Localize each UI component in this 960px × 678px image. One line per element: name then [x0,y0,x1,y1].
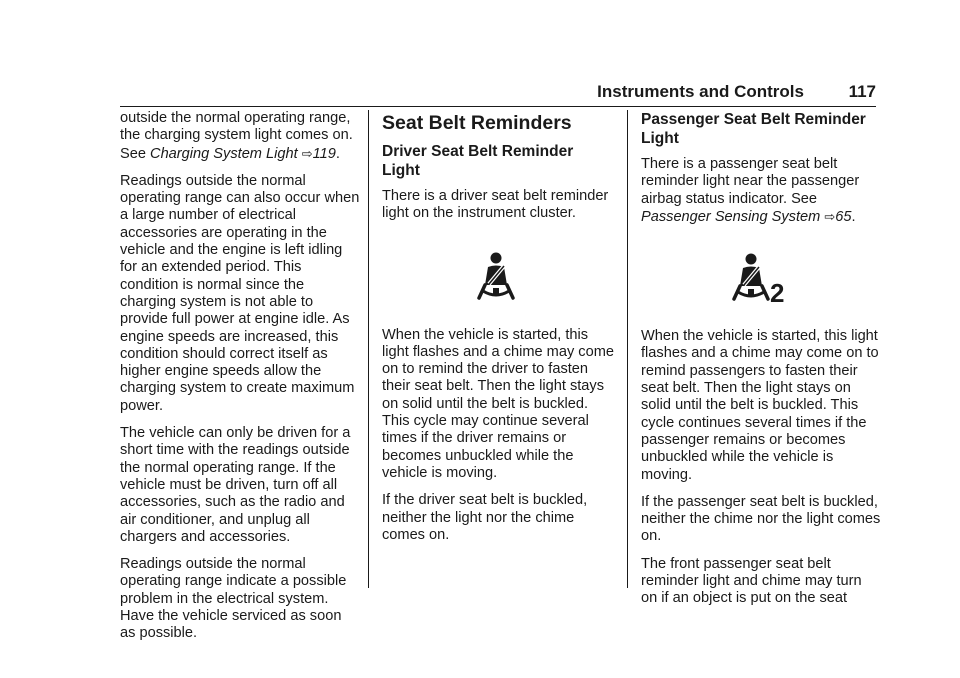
link-passenger-sensing-system[interactable]: Passenger Sensing System [641,208,821,225]
period: . [851,208,856,225]
header-rule [120,106,876,107]
paragraph-passenger-light-location [641,156,881,226]
passenger-seatbelt-reminder-icon [641,252,881,304]
paragraph-text: There is a passenger seat belt reminder light near the passenger airbag status indicator. See [641,156,860,207]
paragraph-driver-chime: When the vehicle is started, this light flashes and a chime may come on to remind the driver to fasten their seat belt. Then the light stays on solid until the belt is buckled. This cycle may continue several times if the driver remains or becomes unbuckled while the vehicle is moving. [382,326,614,481]
paragraph-driver-light-location: There is a driver seat belt reminder light on the instrument cluster. [382,188,609,222]
link-charging-system-light[interactable]: Charging System Light [150,145,298,162]
paragraph-driven-short-time: The vehicle can only be driven for a short time with the readings outside the normal operating range. If the vehicle must be driven, turn off all accessories, such as the radio and air conditioner, and unplug all chargers and accessories. [120,425,351,545]
paragraph-driver-buckled: If the driver seat belt is buckled, neither the light nor the chime comes on. [382,492,588,543]
column-divider-2 [627,110,628,588]
heading-seat-belt-reminders: Seat Belt Reminders [382,112,572,134]
paragraph-passenger-chime: When the vehicle is started, this light flashes and a chime may come on to remind passengers to fasten their seat belt. Then the light stays on solid until the belt is buckled. This cycle continues several times if the passenger remains or becomes unbuckled while the vehicle is moving. [641,328,879,483]
paragraph-readings-problem: Readings outside the normal operating range indicate a possible problem in the electrical system. Have the vehicle serviced as soon as possible. [120,556,347,642]
paragraph-charging-see [120,110,360,163]
page-ref-119[interactable]: 119 [312,145,336,162]
passenger-number-label: 2 [770,278,785,305]
page-ref-arrow-icon: ⇨ [301,145,313,161]
seatbelt-reminder-icon [382,251,614,303]
page-ref-65[interactable]: 65 [835,208,852,225]
section-title: Instruments and Controls [597,82,804,101]
heading-passenger-seat-belt: Passenger Seat Belt Reminder Light [641,111,866,147]
page-header [120,82,876,106]
column-2 [382,110,614,554]
page-ref-arrow-icon: ⇨ [824,208,836,224]
column-divider-1 [368,110,369,588]
column-3 [641,110,881,618]
period: . [335,145,340,162]
paragraph-passenger-buckled: If the passenger seat belt is buckled, neither the chime nor the light comes on. [641,493,881,545]
column-1 [120,110,360,653]
page-number: 117 [848,82,876,101]
paragraph-text: outside the normal operating range, the charging system light comes on. See [120,110,353,162]
paragraph-readings-normal: Readings outside the normal operating range can also occur when a large number of electrical accessories are operating in the vehicle and the engine is left idling for an extended period. This condition is normal since the charging system is not able to provide full power at engine idle. As engine speeds are increased, this condition should correct itself as higher engine speeds allow the charging system to create maximum power. [120,172,360,414]
subheading-driver-seat-belt: Driver Seat Belt Reminder Light [382,143,574,179]
paragraph-object-on-seat: The front passenger seat belt reminder light and chime may turn on if an object is put on the seat [641,555,862,607]
